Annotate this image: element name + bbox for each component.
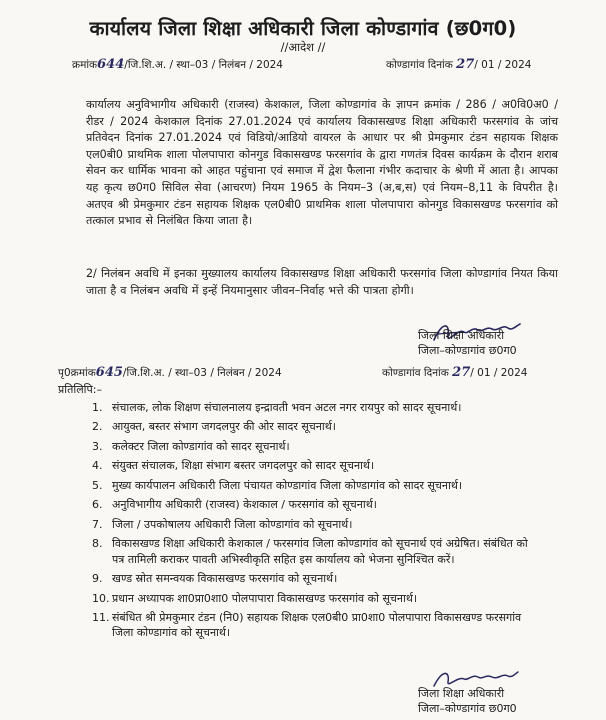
office-title: कार्यालय जिला शिक्षा अधिकारी जिला कोण्डागांव (छ0ग0) bbox=[89, 17, 517, 40]
signatory-district-2: जिला–कोण्डागांव छ0ग0 bbox=[418, 702, 517, 715]
list-item: 5. मुख्य कार्यपालन अधिकारी जिला पंचायत कोण्डागांव जिला कोण्डागांव को सादर सूचनार्थ। bbox=[92, 478, 463, 492]
copy-to-label: प्रतिलिपि:– bbox=[58, 383, 102, 396]
list-item: 6. अनुविभागीय अधिकारी (राजस्व) केशकाल / फरसगांव को सूचनार्थ। bbox=[92, 498, 377, 512]
handwritten-day-2: 27 bbox=[452, 365, 471, 380]
list-item: 3. कलेक्टर जिला कोण्डागांव को सादर सूचनार्थ। bbox=[92, 439, 290, 453]
month-year-2: / 01 / 2024 bbox=[470, 367, 528, 379]
place-date-label: कोण्डागांव दिनांक bbox=[386, 59, 453, 71]
list-item: 7. जिला / उपकोषालय अधिकारी जिला कोण्डागांव को सूचनार्थ। bbox=[92, 517, 353, 531]
endorsement-date bbox=[382, 365, 527, 380]
signatory-designation-2: जिला शिक्षा अधिकारी bbox=[418, 687, 505, 700]
signature-block-2 bbox=[418, 686, 517, 716]
list-item: 11. संबंधित श्री प्रेमकुमार टंडन (नि0) सहायक शिक्षक एल0बी0 प्रा0शा0 पोलपापारा विकासखण्ड फरसगांव जिला कोण्डागांव को सूचनार्थ। bbox=[92, 611, 522, 640]
signatory-district: जिला–कोण्डागांव छ0ग0 bbox=[418, 344, 517, 357]
copy-to-list bbox=[92, 400, 536, 645]
reference-prefix: क्रमांक bbox=[72, 59, 98, 71]
endorsement-prefix: पृ0क्रमांक bbox=[58, 367, 96, 379]
handwritten-day: 27 bbox=[456, 57, 475, 72]
reference-date bbox=[386, 57, 531, 72]
endorsement-text: /जि.शि.अ. / स्था–03 / निलंबन / 2024 bbox=[122, 367, 282, 379]
body-paragraph-2: 2/ निलंबन अवधि में इनका मुख्यालय कार्यालय विकासखण्ड शिक्षा अधिकारी फरसगांव जिला कोण्डागांव नियत किया जाता है व निलंबन अवधि में इन्हें नियमानुसार जीवन–निर्वाह भत्ते की पात्रता होगी। bbox=[86, 267, 558, 297]
signatory-designation: जिला शिक्षा अधिकारी bbox=[418, 329, 505, 342]
reference-number-line bbox=[72, 57, 283, 72]
list-item: 10. प्रधान अध्यापक शा0प्रा0शा0 पोलपापारा विकासखण्ड फरसगांव को सूचनार्थ। bbox=[92, 591, 418, 605]
handwritten-order-number: 644 bbox=[97, 57, 125, 72]
month-year: / 01 / 2024 bbox=[474, 59, 532, 71]
list-item: 9. खण्ड स्रोत समन्वयक विकासखण्ड फरसगांव को सूचनार्थ। bbox=[92, 572, 338, 586]
list-item: 4. संयुक्त संचालक, शिक्षा संभाग बस्तर जगदलपुर को सादर सूचनार्थ। bbox=[92, 459, 375, 473]
list-item: 2. आयुक्त, बस्तर संभाग जगदलपुर की ओर सादर सूचनार्थ। bbox=[92, 420, 336, 434]
list-item: 8. विकासखण्ड शिक्षा अधिकारी केशकाल / फरसगांव जिला कोण्डागांव को सूचनार्थ एवं अग्रेषित। संबंधित को पत्र तामिली कराकर पावती अभिस्वीकृति सहित इस कार्यालय को भेजना सुनिश्चित करें। bbox=[92, 537, 528, 566]
order-label: //आदेश // bbox=[280, 40, 326, 54]
list-item: 1. संचालक, लोक शिक्षण संचालनालय इन्द्रावती भवन अटल नगर रायपुर को सादर सूचनार्थ। bbox=[92, 401, 462, 414]
reference-text: /जि.शि.अ. / स्था–03 / निलंबन / 2024 bbox=[124, 59, 283, 71]
body-paragraph-1: कार्यालय अनुविभागीय अधिकारी (राजस्व) केशकाल, जिला कोण्डागांव के ज्ञापन क्रमांक / 286 / अ0वि0अ0 / रीडर / 2024 केशकाल दिनांक 27.01.2024 एवं कार्यालय विकासखण्ड शिक्षा अधिकारी फरसगांव के जांच प्रतिवेदन दिनांक 27.01.2024 एवं विडियो/आडियो वायरल के आधार पर श्री प्रेमकुमार टंडन सहायक शिक्षक एल0बी0 प्राथमिक शाला पोलपापारा कोनगुड विकासखण्ड फरसगांव के द्वारा गणतंत्र दिवस कार्यक्रम के दौरान शराब सेवन कर धार्मिक भावना को आहत पहुंचाना एवं समाज में द्वेश फैलाना गंभीर कदाचार के श्रेणी में आता है। आपका यह कृत्य छ0ग0 सिविल सेवा (आचरण) नियम 1965 के नियम–3 (अ,ब,स) एवं नियम–8,11 के विपरीत है। अतएव श्री प्रेमकुमार टंडन सहायक शिक्षक एल0बी0 प्राथमिक शाला पोलपापारा कोनगुड विकासखण्ड फरसगांव को तत्काल प्रभाव से निलंबित किया जाता है। bbox=[86, 98, 558, 228]
handwritten-endorsement-number: 645 bbox=[95, 365, 123, 380]
endorsement-number-line bbox=[58, 365, 282, 380]
signature-block-1 bbox=[418, 328, 517, 358]
place-date-label-2: कोण्डागांव दिनांक bbox=[382, 367, 449, 379]
